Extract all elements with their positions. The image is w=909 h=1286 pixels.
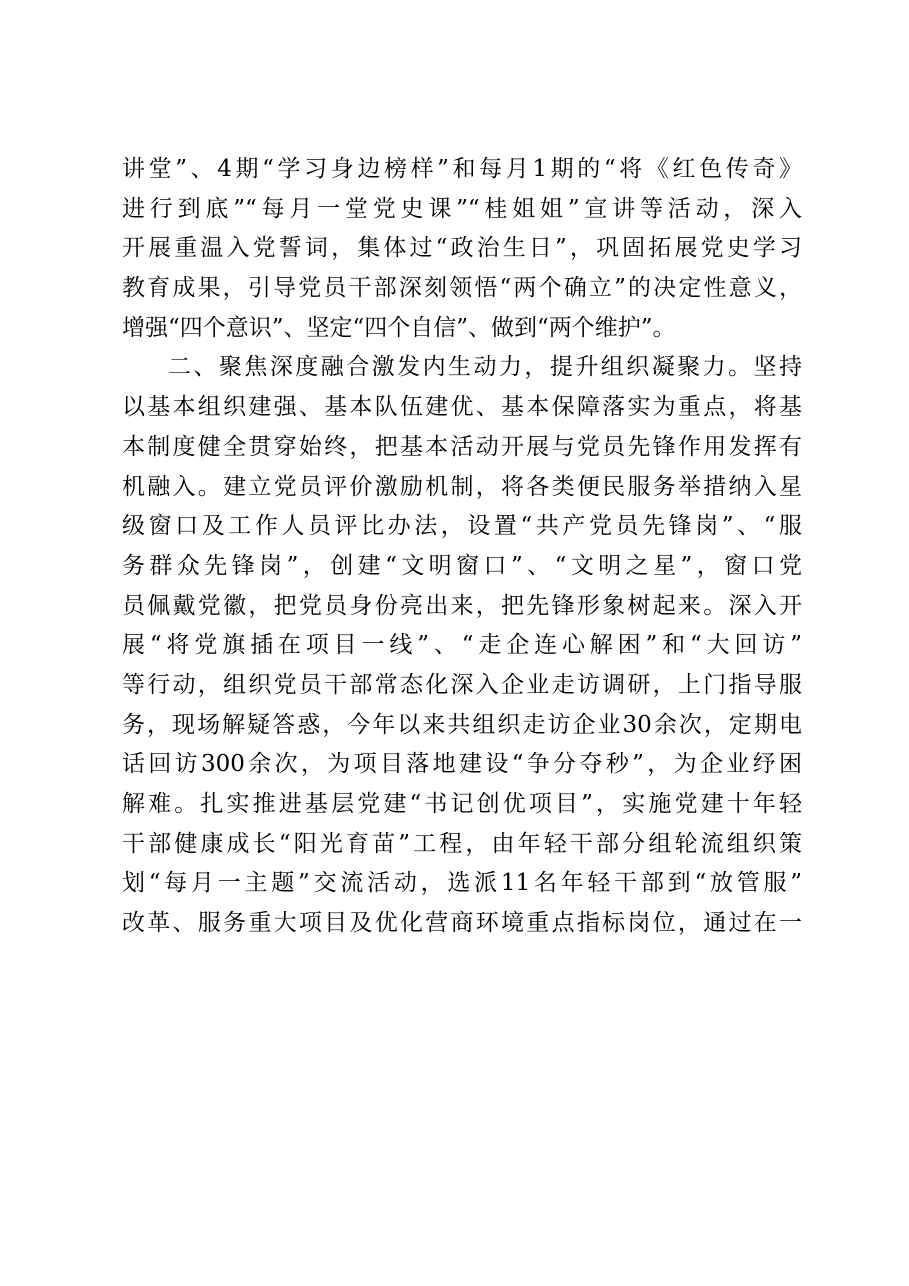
text-line: 等行动，组织党员干部常态化深入企业走访调研，上门指导服 xyxy=(122,671,802,698)
text-line: 以基本组织建强、基本队伍建优、基本保障落实为重点，将基 xyxy=(122,394,802,421)
text-line: 划“每月一主题”交流活动，选派11名年轻干部到“放管服” xyxy=(122,870,802,897)
text-line: 务群众先锋岗”，创建“文明窗口”、“文明之星”，窗口党 xyxy=(122,552,802,579)
text-line: 解难。扎实推进基层党建“书记创优项目”，实施党建十年轻 xyxy=(122,791,802,817)
text-line: 务，现场解疑答惑，今年以来共组织走访企业30余次，定期电 xyxy=(122,711,802,738)
text-line: 教育成果，引导党员干部深刻领悟“两个确立”的决定性意义， xyxy=(122,275,802,302)
text-line: 展“将党旗插在项目一线”、“走企连心解困”和“大回访” xyxy=(122,632,802,659)
text-line: 机融入。建立党员评价激励机制，将各类便民服务举措纳入星 xyxy=(122,473,802,500)
text-line: 员佩戴党徽，把党员身份亮出来，把先锋形象树起来。深入开 xyxy=(122,592,802,619)
text-line: 话回访300余次，为项目落地建设“争分夺秒”，为企业纾困 xyxy=(122,751,802,778)
text-line: 本制度健全贯穿始终，把基本活动开展与党员先锋作用发挥有 xyxy=(122,433,802,460)
text-line: 讲堂”、4期“学习身边榜样”和每月1期的“将《红色传奇》 xyxy=(122,156,802,182)
text-line: 干部健康成长“阳光育苗”工程，由年轻干部分组轮流组织策 xyxy=(122,830,802,857)
text-line: 级窗口及工作人员评比办法，设置“共产党员先锋岗”、“服 xyxy=(122,513,802,540)
text-line: 增强“四个意识”、坚定“四个自信”、做到“两个维护”。 xyxy=(122,314,676,341)
text-line: 改革、服务重大项目及优化营商环境重点指标岗位，通过在一 xyxy=(122,910,802,937)
paragraph-2 xyxy=(122,348,802,943)
text-line: 开展重温入党誓词，集体过“政治生日”，巩固拓展党史学习 xyxy=(122,235,802,262)
text-line: 二、聚焦深度融合激发内生动力，提升组织凝聚力。坚持 xyxy=(168,354,802,381)
body-text xyxy=(122,150,802,944)
text-line: 进行到底”“每月一堂党史课”“桂姐姐”宣讲等活动，深入 xyxy=(122,195,802,222)
paragraph-1 xyxy=(122,150,802,348)
